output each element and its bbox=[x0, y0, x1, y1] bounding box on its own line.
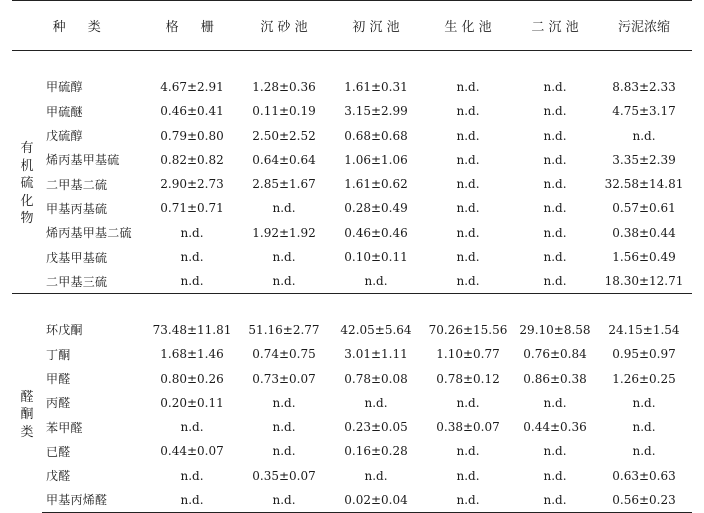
group-label bbox=[12, 318, 42, 512]
table-row bbox=[12, 75, 692, 99]
table-row bbox=[12, 391, 692, 415]
grille-value: 0.20±0.11 bbox=[160, 395, 224, 410]
sludge-thickening-value: 4.75±3.17 bbox=[612, 104, 676, 119]
primary-clarifier-value: 0.10±0.11 bbox=[344, 250, 408, 265]
biochemical-tank-value: n.d. bbox=[456, 395, 480, 410]
grit-chamber-value: n.d. bbox=[272, 274, 296, 289]
sludge-thickening-value: 0.56±0.23 bbox=[596, 488, 692, 512]
table-row bbox=[12, 148, 692, 172]
grit-chamber-value: 0.11±0.19 bbox=[252, 104, 316, 119]
header-secondary-clarifier: 二 沉 池 bbox=[514, 1, 596, 51]
grit-chamber-value: 51.16±2.77 bbox=[248, 322, 320, 337]
primary-clarifier-value: 42.05±5.64 bbox=[340, 322, 412, 337]
sludge-thickening-value: 0.95±0.97 bbox=[612, 347, 676, 362]
primary-clarifier-value: 0.02±0.04 bbox=[330, 488, 422, 512]
group-label-char: 醛 bbox=[20, 389, 34, 405]
biochemical-tank-value: n.d. bbox=[456, 79, 480, 94]
grille-value: 0.46±0.41 bbox=[160, 104, 224, 119]
secondary-clarifier-value: n.d. bbox=[543, 468, 567, 483]
grit-chamber-value: 2.50±2.52 bbox=[252, 128, 316, 143]
primary-clarifier-value: 1.06±1.06 bbox=[344, 152, 408, 167]
grit-chamber-value: 2.85±1.67 bbox=[252, 177, 316, 192]
secondary-clarifier-value: 29.10±8.58 bbox=[519, 322, 591, 337]
compound-name: 甲基丙烯醛 bbox=[42, 488, 146, 512]
group-label-char: 化 bbox=[20, 193, 34, 209]
grit-chamber-value: n.d. bbox=[272, 444, 296, 459]
secondary-clarifier-value: n.d. bbox=[543, 79, 567, 94]
primary-clarifier-value: 0.78±0.08 bbox=[344, 371, 408, 386]
table-row bbox=[12, 488, 692, 512]
group-label-char: 酮 bbox=[20, 407, 34, 423]
sludge-thickening-value: n.d. bbox=[632, 420, 656, 435]
biochemical-tank-value: n.d. bbox=[456, 128, 480, 143]
grit-chamber-value: n.d. bbox=[272, 420, 296, 435]
biochemical-tank-value: 0.78±0.12 bbox=[436, 371, 500, 386]
secondary-clarifier-value: n.d. bbox=[543, 104, 567, 119]
biochemical-tank-value: n.d. bbox=[456, 201, 480, 216]
grit-chamber-value: 0.35±0.07 bbox=[252, 468, 316, 483]
secondary-clarifier-value: n.d. bbox=[543, 395, 567, 410]
compound-name: 环戊酮 bbox=[46, 323, 83, 338]
table-row bbox=[12, 269, 692, 293]
primary-clarifier-value: 1.61±0.62 bbox=[344, 177, 408, 192]
primary-clarifier-value: 0.23±0.05 bbox=[344, 420, 408, 435]
header-row bbox=[12, 1, 692, 51]
header-species: 种 类 bbox=[12, 1, 146, 51]
biochemical-tank-value: n.d. bbox=[456, 152, 480, 167]
biochemical-tank-value: n.d. bbox=[456, 177, 480, 192]
sludge-thickening-value: 0.63±0.63 bbox=[612, 468, 676, 483]
sludge-thickening-value: 0.57±0.61 bbox=[612, 201, 676, 216]
compound-name: 丁酮 bbox=[46, 347, 71, 362]
grille-value: n.d. bbox=[180, 250, 204, 265]
secondary-clarifier-value: n.d. bbox=[543, 152, 567, 167]
grille-value: n.d. bbox=[180, 225, 204, 240]
grille-value: 0.82±0.82 bbox=[160, 152, 224, 167]
primary-clarifier-value: 0.68±0.68 bbox=[344, 128, 408, 143]
primary-clarifier-value: n.d. bbox=[364, 274, 388, 289]
compound-name: 甲硫醇 bbox=[46, 80, 83, 95]
grille-value: 0.79±0.80 bbox=[160, 128, 224, 143]
grille-value: 0.71±0.71 bbox=[160, 201, 224, 216]
group-label-char: 物 bbox=[20, 211, 34, 227]
compound-name: 苯甲醛 bbox=[46, 420, 83, 435]
secondary-clarifier-value: n.d. bbox=[543, 201, 567, 216]
secondary-clarifier-value: n.d. bbox=[543, 128, 567, 143]
sludge-thickening-value: 8.83±2.33 bbox=[612, 79, 676, 94]
header-primary-clarifier: 初 沉 池 bbox=[330, 1, 422, 51]
biochemical-tank-value: n.d. bbox=[456, 225, 480, 240]
secondary-clarifier-value: n.d. bbox=[543, 225, 567, 240]
grit-chamber-value: n.d. bbox=[238, 488, 330, 512]
biochemical-tank-value: n.d. bbox=[422, 488, 514, 512]
sludge-thickening-value: n.d. bbox=[632, 444, 656, 459]
table-row bbox=[12, 464, 692, 488]
sludge-thickening-value: 32.58±14.81 bbox=[604, 177, 684, 192]
compound-name: 烯丙基甲基二硫 bbox=[46, 226, 132, 241]
header-grille: 格 栅 bbox=[146, 1, 238, 51]
group-label bbox=[12, 75, 42, 294]
compound-name: 丙醛 bbox=[46, 396, 71, 411]
grille-value: n.d. bbox=[180, 274, 204, 289]
primary-clarifier-value: 3.01±1.11 bbox=[344, 347, 408, 362]
biochemical-tank-value: 1.10±0.77 bbox=[436, 347, 500, 362]
table-row bbox=[12, 439, 692, 463]
grille-value: 0.44±0.07 bbox=[160, 444, 224, 459]
grit-chamber-value: 0.74±0.75 bbox=[252, 347, 316, 362]
compound-name: 甲硫醚 bbox=[46, 104, 83, 119]
table-row bbox=[12, 196, 692, 220]
group-label-char: 硫 bbox=[20, 176, 34, 192]
table-row bbox=[12, 123, 692, 147]
grille-value: n.d. bbox=[146, 488, 238, 512]
secondary-clarifier-value: n.d. bbox=[543, 177, 567, 192]
grille-value: 2.90±2.73 bbox=[160, 177, 224, 192]
table-row bbox=[12, 342, 692, 366]
sludge-thickening-value: 18.30±12.71 bbox=[604, 274, 684, 289]
biochemical-tank-value: 0.38±0.07 bbox=[436, 420, 500, 435]
primary-clarifier-value: 0.28±0.49 bbox=[344, 201, 408, 216]
grit-chamber-value: n.d. bbox=[272, 201, 296, 216]
compound-name: 戊醛 bbox=[46, 469, 71, 484]
compound-name: 甲基丙基硫 bbox=[46, 201, 108, 216]
table-row bbox=[12, 366, 692, 390]
group-label-char: 有 bbox=[20, 141, 34, 157]
primary-clarifier-value: 0.16±0.28 bbox=[344, 444, 408, 459]
grille-value: 0.80±0.26 bbox=[160, 371, 224, 386]
group-spacer bbox=[12, 51, 692, 75]
group-spacer bbox=[12, 293, 692, 317]
sludge-thickening-value: 1.26±0.25 bbox=[612, 371, 676, 386]
table-row bbox=[12, 245, 692, 269]
compound-name: 甲醛 bbox=[46, 372, 71, 386]
grille-value: 1.68±1.46 bbox=[160, 347, 224, 362]
sludge-thickening-value: n.d. bbox=[632, 128, 656, 143]
table-row bbox=[12, 99, 692, 123]
header-sludge-thickening: 污泥浓缩 bbox=[596, 1, 692, 51]
secondary-clarifier-value: n.d. bbox=[543, 250, 567, 265]
grille-value: 4.67±2.91 bbox=[160, 79, 224, 94]
grit-chamber-value: n.d. bbox=[272, 250, 296, 265]
sludge-thickening-value: n.d. bbox=[632, 395, 656, 410]
grit-chamber-value: n.d. bbox=[272, 395, 296, 410]
biochemical-tank-value: 70.26±15.56 bbox=[428, 322, 508, 337]
secondary-clarifier-value: n.d. bbox=[543, 444, 567, 459]
table-row bbox=[12, 221, 692, 245]
grit-chamber-value: 0.73±0.07 bbox=[252, 371, 316, 386]
sludge-thickening-value: 0.38±0.44 bbox=[612, 225, 676, 240]
primary-clarifier-value: 0.46±0.46 bbox=[344, 225, 408, 240]
group-label-char: 机 bbox=[20, 158, 34, 174]
sludge-thickening-value: 3.35±2.39 bbox=[612, 152, 676, 167]
table-row bbox=[12, 172, 692, 196]
sludge-thickening-value: 24.15±1.54 bbox=[608, 322, 680, 337]
grille-value: n.d. bbox=[180, 468, 204, 483]
compound-name: 二甲基二硫 bbox=[46, 177, 108, 192]
compound-name: 戊硫醇 bbox=[46, 129, 83, 144]
grille-value: n.d. bbox=[180, 420, 204, 435]
biochemical-tank-value: n.d. bbox=[456, 444, 480, 459]
compound-name: 已醛 bbox=[46, 444, 71, 459]
header-grit-chamber: 沉 砂 池 bbox=[238, 1, 330, 51]
grille-value: 73.48±11.81 bbox=[152, 322, 232, 337]
biochemical-tank-value: n.d. bbox=[456, 274, 480, 289]
secondary-clarifier-value: n.d. bbox=[543, 274, 567, 289]
table-body bbox=[12, 51, 692, 513]
biochemical-tank-value: n.d. bbox=[456, 104, 480, 119]
biochemical-tank-value: n.d. bbox=[456, 468, 480, 483]
secondary-clarifier-value: 0.76±0.84 bbox=[523, 347, 587, 362]
primary-clarifier-value: 1.61±0.31 bbox=[344, 79, 408, 94]
secondary-clarifier-value: n.d. bbox=[514, 488, 596, 512]
compound-name: 二甲基三硫 bbox=[46, 274, 108, 289]
sludge-thickening-value: 1.56±0.49 bbox=[612, 250, 676, 265]
table-row bbox=[12, 318, 692, 342]
group-label-char: 类 bbox=[20, 424, 34, 440]
compound-name: 戊基甲基硫 bbox=[46, 250, 108, 265]
primary-clarifier-value: 3.15±2.99 bbox=[344, 104, 408, 119]
primary-clarifier-value: n.d. bbox=[364, 395, 388, 410]
biochemical-tank-value: n.d. bbox=[456, 250, 480, 265]
concentration-table bbox=[12, 0, 692, 513]
secondary-clarifier-value: 0.44±0.36 bbox=[523, 420, 587, 435]
secondary-clarifier-value: 0.86±0.38 bbox=[523, 371, 587, 386]
compound-name: 烯丙基甲基硫 bbox=[46, 153, 120, 168]
grit-chamber-value: 0.64±0.64 bbox=[252, 152, 316, 167]
table-row bbox=[12, 415, 692, 439]
grit-chamber-value: 1.28±0.36 bbox=[252, 79, 316, 94]
header-biochemical-tank: 生 化 池 bbox=[422, 1, 514, 51]
grit-chamber-value: 1.92±1.92 bbox=[252, 225, 316, 240]
primary-clarifier-value: n.d. bbox=[364, 468, 388, 483]
